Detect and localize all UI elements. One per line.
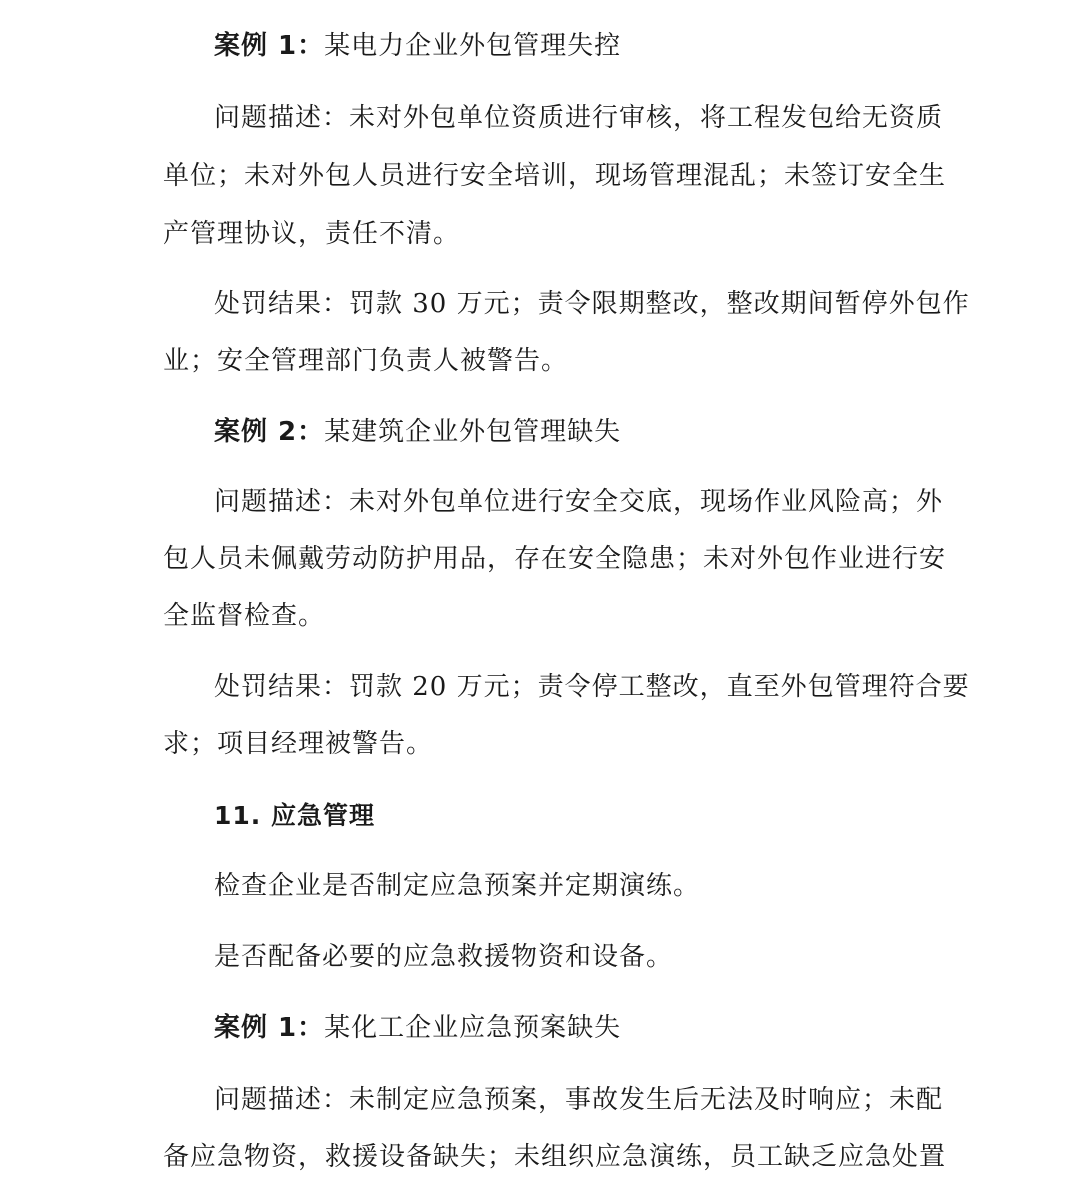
case2-problem-line-2: 包人员未佩戴劳动防护用品，存在安全隐患；未对外包作业进行安 bbox=[163, 544, 947, 574]
case1-problem-line-3: 产管理协议，责任不清。 bbox=[163, 219, 461, 249]
case1-penalty-line-2: 业；安全管理部门负责人被警告。 bbox=[163, 346, 569, 376]
case1-heading bbox=[214, 28, 621, 64]
case3-title: 某化工企业应急预案缺失 bbox=[324, 1013, 622, 1043]
case3-problem-line-2: 备应急物资，救援设备缺失；未组织应急演练，员工缺乏应急处置 bbox=[163, 1142, 947, 1172]
case3-heading bbox=[214, 1010, 621, 1046]
case1-title: 某电力企业外包管理失控 bbox=[324, 31, 622, 61]
case2-problem-line-3: 全监督检查。 bbox=[163, 601, 326, 631]
section-11-heading: 11. 应急管理 bbox=[214, 801, 375, 830]
case1-problem-line-1: 问题描述：未对外包单位资质进行审核，将工程发包给无资质 bbox=[214, 103, 944, 133]
case2-title: 某建筑企业外包管理缺失 bbox=[324, 417, 622, 447]
section-11-item-2: 是否配备必要的应急救援物资和设备。 bbox=[214, 942, 674, 972]
section-11-item-1: 检查企业是否制定应急预案并定期演练。 bbox=[214, 871, 701, 901]
case2-label: 案例 2： bbox=[214, 417, 325, 447]
case2-penalty-line-1: 处罚结果：罚款 20 万元；责令停工整改，直至外包管理符合要 bbox=[214, 672, 970, 702]
case1-label: 案例 1： bbox=[214, 31, 325, 61]
case3-label: 案例 1： bbox=[214, 1013, 325, 1043]
case2-penalty-line-2: 求；项目经理被警告。 bbox=[163, 729, 434, 759]
case1-problem-line-2: 单位；未对外包人员进行安全培训，现场管理混乱；未签订安全生 bbox=[163, 161, 947, 191]
case2-heading bbox=[214, 414, 621, 450]
case1-penalty-line-1: 处罚结果：罚款 30 万元；责令限期整改，整改期间暂停外包作 bbox=[214, 289, 970, 319]
case3-problem-line-1: 问题描述：未制定应急预案，事故发生后无法及时响应；未配 bbox=[214, 1085, 944, 1115]
case2-problem-line-1: 问题描述：未对外包单位进行安全交底，现场作业风险高；外 bbox=[214, 487, 944, 517]
